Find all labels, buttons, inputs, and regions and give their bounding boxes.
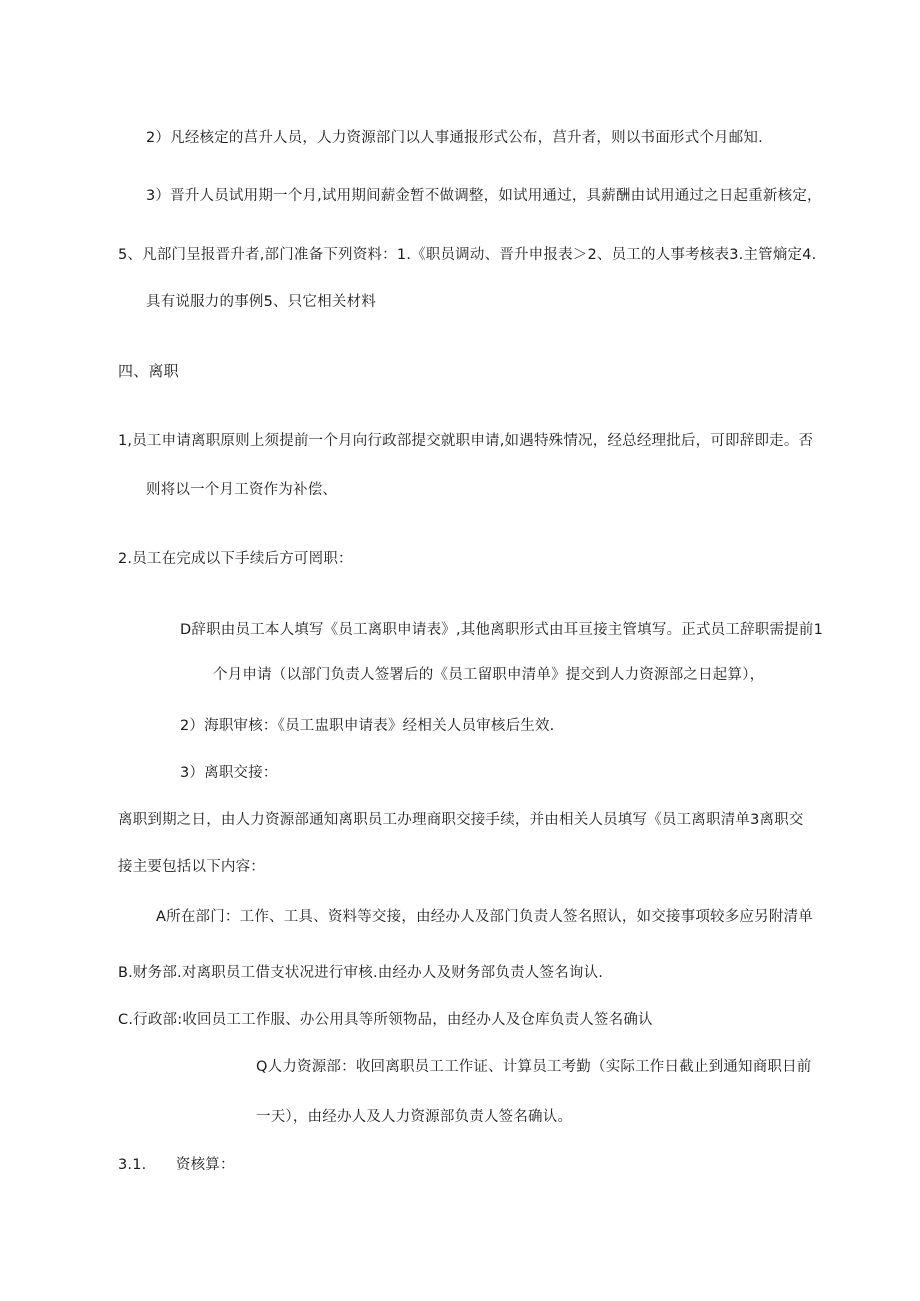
paragraph-line: 3）离职交接： [180, 765, 278, 781]
paragraph-line: 3）晋升人员试用期一个月,试用期间薪金暂不做调整，如试用通过，具薪酬由试用通过之日起重新核定， [146, 188, 822, 204]
paragraph-line: 离职到期之日，由人力资源部通知离职员工办理商职交接手续，并由相关人员填写《员工离职清单3离职交 [118, 812, 804, 828]
paragraph-line: 具有说服力的事例5、只它相关材料 [146, 294, 376, 310]
paragraph-line: 1,员工申请离职原则上须提前一个月向行政部提交就职申请,如遇特殊情况，经总经理批后，可即辞即走。否 [118, 433, 814, 449]
section-heading: 四、离职 [118, 362, 179, 380]
paragraph-line: D辞职由员工本人填写《员工离职申请表》,其他离职形式由耳亘接主管填写。正式员工辞职需提前1 [180, 622, 823, 638]
paragraph-line: 2）海职审核：《员工盅职申请表》经相关人员审核后生效. [180, 718, 555, 734]
paragraph-line: 5、凡部门呈报晋升者,部门准备下列资料：1.《职员调动、晋升申报表＞2、员工的人事考核表3.主管熵定4. [118, 247, 817, 263]
list-item: A所在部门：工作、工具、资料等交接，由经办人及部门负责人签名照认，如交接事项较多应另附清单 [156, 909, 813, 925]
list-item: Q人力资源部：收回离职员工工作证、计算员工考勤（实际工作日截止到通知商职日前 [256, 1059, 812, 1075]
paragraph-line: 2.员工在完成以下手续后方可罔职： [118, 551, 353, 567]
paragraph-line: 接主要包括以下内容： [118, 859, 265, 875]
paragraph-line: 一天），由经办人及人力资源部负责人签名确认。 [256, 1109, 573, 1125]
list-item: C.行政部:收回员工工作服、办公用具等所领物品，由经办人及仓库负责人签名确认 [118, 1012, 653, 1028]
list-item: B.财务部.对离职员工借支状况进行审核.由经办人及财务部负责人签名询认. [118, 965, 604, 981]
paragraph-line: 3.1. 资核算： [118, 1157, 235, 1173]
paragraph-line: 2）凡经核定的莒升人员，人力资源部门以人事通报形式公布，莒升者，则以书面形式个月邮知. [146, 130, 763, 146]
paragraph-line: 则将以一个月工资作为补偿、 [146, 482, 338, 498]
paragraph-line: 个月申请（以部门负责人签署后的《员工留职申清单》提交到人力资源部之日起算）， [213, 667, 765, 683]
